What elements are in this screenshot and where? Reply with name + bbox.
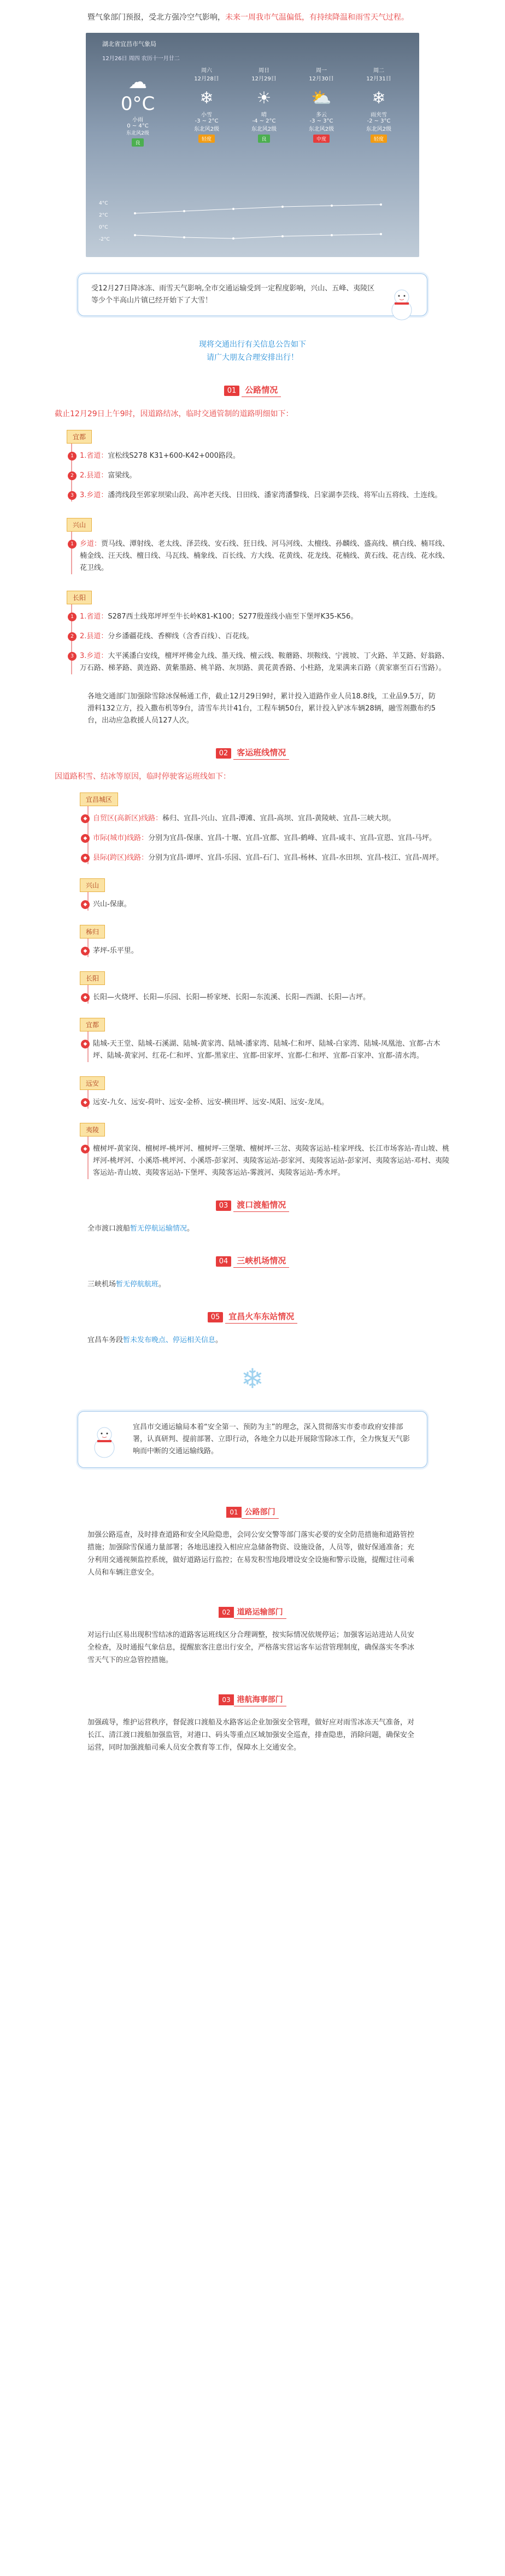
day-range: -4 ~ 2°C bbox=[252, 118, 276, 124]
route-text: 陆城-天王堂、陆城-石溪湖、陆城-黄家湾、陆城-潘家湾、陆城-仁和坪、陆城-白家湾、陆城-凤凰池、宜都-古木坪、陆城-黄家河、红花-仁和坪、宜都-黑家庄、宜都-田家坪、宜都-仁和坪、宜都-百家冲、宜都-清水湾。 bbox=[93, 1040, 441, 1060]
route-text: 檀树坪-黄家岗、檀树坪-桃坪河、檀树坪-三堡墩、檀树坪-三岔、夷陵客运站-桂家坪线、长江市场客站-青山坡、桃坪河-桃坪河、小溪塔-桃坪河、小溪塔-彭家河、夷陵客运站-彭家河、夷陵客运站-彭家河、夷陵客运站-邓村、夷陵客运站-青山坡、夷陵客运站-下堡坪、夷陵客运站-雾渡河、夷陵客运站-秀水坪。 bbox=[93, 1145, 450, 1177]
intro-text-b: 未来一周我市气温偏低，有持续降温和雨雪天气过程。 bbox=[225, 13, 409, 22]
ferry-text-b: 暂无停航运输情况 bbox=[130, 1225, 187, 1233]
notice-text: 受12月27日降冰冻、雨雪天气影响,全市交通运输受到一定程度影响，兴山、五峰、夷陵区等少个半高山片镇已经开始下了大雪！ bbox=[91, 284, 375, 305]
airport-text bbox=[0, 1279, 505, 1291]
route-region-zigui bbox=[83, 925, 450, 957]
section-title: 客运班线情况 bbox=[233, 747, 289, 760]
day-desc: 晴 bbox=[261, 112, 267, 118]
list-item bbox=[83, 813, 450, 825]
region-tag: 宜昌城区 bbox=[80, 792, 118, 806]
section-heading-bus bbox=[0, 747, 505, 760]
section-number: 03 bbox=[219, 1694, 233, 1705]
travel-tips-line1: 现将交通出行有关信息公告如下 bbox=[199, 340, 306, 349]
temperature-trend-chart bbox=[97, 197, 408, 246]
weather-forecast-image bbox=[86, 33, 419, 257]
day-wind: 东北风2级 bbox=[308, 126, 334, 132]
route-region-city bbox=[83, 792, 450, 864]
list-item bbox=[71, 611, 450, 623]
region-yidu bbox=[71, 430, 450, 502]
section-heading-airport bbox=[0, 1255, 505, 1268]
list-item bbox=[83, 992, 450, 1004]
route-text: 长阳—火烧坪、长阳—乐园、长阳—桥家埂、长阳—东流溪、长阳—西湖、长阳—古坪。 bbox=[93, 993, 371, 1001]
number-badge: 2 bbox=[68, 632, 77, 641]
day-date: 12月30日 bbox=[309, 76, 334, 82]
region-tag: 宜都 bbox=[80, 1018, 105, 1031]
day-range: -3 ~ 2°C bbox=[195, 118, 219, 124]
day-range: -2 ~ 3°C bbox=[367, 118, 391, 124]
section-title: 宜昌火车东站情况 bbox=[225, 1310, 297, 1324]
chart-label-2: 2°C bbox=[99, 213, 108, 218]
ferry-text-c: 。 bbox=[187, 1225, 195, 1233]
day-aqi: 轻度 bbox=[371, 135, 387, 143]
dept-heading-transport bbox=[0, 1606, 505, 1619]
section-title: 港航海事部门 bbox=[234, 1694, 286, 1706]
section-heading-railway bbox=[0, 1310, 505, 1324]
section-title: 渡口渡船情况 bbox=[233, 1199, 289, 1212]
route-region-xingshan bbox=[83, 878, 450, 911]
item-text: 贾马线、潭射线、老太线、泽芸线、安石线、狂日线、河马河线、太檀线、孙麟线、盛高线、横白线、楠耳线、楠金线、汪天线、檀日线、马瓦线、楠象线、百长线、方大线、花黄线、花龙线、花楠线、黄石线、花吉线、花水线、花卫线。 bbox=[80, 540, 450, 572]
section-number: 05 bbox=[208, 1312, 224, 1322]
number-badge: ◆ bbox=[81, 993, 90, 1002]
day-desc: 多云 bbox=[316, 112, 327, 118]
intro-text bbox=[0, 0, 505, 33]
section-title: 公路情况 bbox=[242, 384, 281, 397]
travel-tips-line2: 请广大朋友合理安排出行！ bbox=[207, 353, 298, 362]
day-name: 周一 bbox=[316, 68, 327, 74]
weather-day-3 bbox=[296, 66, 347, 143]
route-region-yidu bbox=[83, 1018, 450, 1062]
day-aqi: 轻度 bbox=[198, 135, 215, 143]
list-item bbox=[83, 1143, 450, 1179]
route-label: 县际(跨区)线路： bbox=[93, 854, 149, 862]
route-label: 自贸区(高新区)线路： bbox=[93, 814, 163, 823]
section-title: 公路部门 bbox=[242, 1506, 279, 1519]
region-tag: 兴山 bbox=[80, 878, 105, 892]
number-badge: ◆ bbox=[81, 854, 90, 862]
route-text: 远安-九女、远安-荷叶、远安-金桥、远安-横田坪、远安-凤阳、远安-龙凤。 bbox=[93, 1098, 329, 1106]
item-label: 3.乡道： bbox=[80, 652, 108, 660]
snow-icon: ❄ bbox=[199, 89, 214, 108]
day-date: 12月31日 bbox=[366, 76, 391, 82]
weather-today bbox=[108, 71, 168, 147]
day-desc: 小雪 bbox=[201, 112, 212, 118]
today-wind: 东北风2级 bbox=[126, 131, 149, 136]
number-badge: 1 bbox=[68, 452, 77, 461]
railway-text bbox=[0, 1334, 505, 1347]
snowman-mascot-icon bbox=[88, 1425, 121, 1459]
list-item bbox=[83, 832, 450, 844]
number-badge: ◆ bbox=[81, 1040, 90, 1048]
list-item bbox=[83, 945, 450, 957]
dept-text-transport: 对运行山区易出现积雪结冰的道路客运班线区分合理调整，按实际情况依规停运；加强客运站进站人员安全检查，及时通报气象信息，提醒旅客注意出行安全，严格落实营运客车运营管理制度，确保落实冬季冰雪天气下的应急管控措施。 bbox=[87, 1631, 415, 1664]
number-badge: ◆ bbox=[81, 1098, 90, 1107]
item-text: 分乡潘疆花线、香柳线（含香百线）、百花线。 bbox=[108, 632, 254, 640]
section-number: 02 bbox=[216, 748, 232, 759]
item-label: 1.省道： bbox=[80, 613, 108, 621]
list-item bbox=[71, 489, 450, 502]
roads-summary: 各地交通部门加强除雪除冰保畅通工作，截止12月29日9时，累计投入道路作业人员18.8线，工业品9.5万，防滑料132立方，投入撒布机等9台，清雪车共计41台，工程车辆50台，累计投入铲冰车辆28辆，融雪剂撒布约5台，出动应急救援人员127人次。 bbox=[87, 692, 436, 725]
list-item bbox=[83, 852, 450, 864]
day-name: 周日 bbox=[259, 68, 269, 74]
day-name: 周六 bbox=[201, 68, 212, 74]
item-label: 1.省道： bbox=[80, 452, 108, 460]
low-temp-line bbox=[135, 234, 381, 238]
list-item bbox=[71, 450, 450, 462]
region-tag: 远安 bbox=[80, 1076, 105, 1090]
region-tag: 长阳 bbox=[80, 971, 105, 985]
ferry-text bbox=[0, 1223, 505, 1235]
day-name: 周二 bbox=[373, 68, 384, 74]
item-text: 大平溪潘白安线，檀坪坪佛金九线、墨天线、檀云线、鞍蘑路、坝鞍线、宁渡坡、丁火路、羊艾路、好翁路、万石路、梯茅路、黄连路、黄紫墨路、桃羊路、灰坝路、黄花黄香路、小柱路，龙果满来百路（黄家寨至百石雪路）。 bbox=[80, 652, 449, 672]
weather-day-4 bbox=[354, 66, 404, 143]
region-tag: 长阳 bbox=[67, 591, 92, 604]
number-badge: ◆ bbox=[81, 834, 90, 843]
route-text: 兴山-保康。 bbox=[93, 900, 131, 908]
number-badge: 1 bbox=[68, 540, 77, 549]
chart-label-3: 0°C bbox=[99, 225, 108, 230]
list-item bbox=[83, 899, 450, 911]
item-label: 2.县道： bbox=[80, 632, 108, 640]
railway-text-a: 宜昌车务段 bbox=[87, 1336, 124, 1344]
closing-text: 宜昌市交通运输局本着“安全第一、预防为主”的理念，深入贯彻落实市委市政府安排部署，认真研判、提前部署、立即行动，各地全力以赴开展除雪除冰工作，全力恢复天气影响而中断的交通运输线路。 bbox=[133, 1423, 410, 1455]
weather-day-2 bbox=[239, 66, 289, 143]
route-label: 市际(城市)线路： bbox=[93, 834, 149, 842]
notice-box bbox=[78, 273, 427, 316]
item-label: 2.县道： bbox=[80, 471, 108, 480]
day-date: 12月28日 bbox=[194, 76, 219, 82]
item-text: S287西土线郑坪坪至牛长岭K81-K100；S277殷莲线小庙至下堡坪K35-K56。 bbox=[108, 613, 358, 621]
airport-text-b: 暂无停航航班 bbox=[116, 1280, 159, 1289]
number-badge: 3 bbox=[68, 652, 77, 661]
section-number: 04 bbox=[216, 1256, 232, 1267]
route-text: 分别为宜昌-谭坪、宜昌-乐园、宜昌-石门、宜昌-杨林、宜昌-水田坝、宜昌-枝江、宜昌-周坪。 bbox=[148, 854, 443, 862]
today-temp: 0°C bbox=[120, 93, 155, 115]
chart-label-4: -2°C bbox=[99, 237, 110, 242]
route-text: 秭归、宜昌-兴山、宜昌-潭滩、宜昌-高坝、宜昌-黄陵峡、宜昌-三峡大坝。 bbox=[162, 814, 396, 823]
region-tag: 夷陵 bbox=[80, 1123, 105, 1137]
dept-text-port: 加强疏导，维护运营秩序，督促渡口渡船及水路客运企业加强安全管理，做好应对雨雪冰冻天气准备，对长江、清江渡口渡船加强监管，对港口、码头等重点区域加强安全巡查，排查隐患，消除问题，确保安全运营，同时加强渡船司乘人员安全教育等工作，保障水上交通安全。 bbox=[87, 1718, 415, 1752]
item-text: 富梁线。 bbox=[108, 471, 137, 480]
number-badge: 2 bbox=[68, 471, 77, 480]
day-aqi: 中度 bbox=[313, 135, 330, 143]
today-aqi: 良 bbox=[132, 138, 143, 147]
day-date: 12月29日 bbox=[251, 76, 277, 82]
number-badge: 1 bbox=[68, 613, 77, 621]
section-heading-ferry bbox=[0, 1199, 505, 1212]
item-label: 3.乡道： bbox=[80, 491, 108, 499]
airport-text-a: 三峡机场 bbox=[87, 1280, 116, 1289]
region-tag: 秭归 bbox=[80, 925, 105, 939]
today-desc: 小雨 bbox=[132, 117, 143, 123]
low-temp-points bbox=[134, 233, 382, 240]
region-xingshan bbox=[71, 518, 450, 574]
section-number: 01 bbox=[226, 1507, 241, 1518]
day-wind: 东北风2级 bbox=[251, 126, 277, 132]
snowflake-icon: ❄ bbox=[241, 1363, 264, 1395]
day-desc: 雨夹雪 bbox=[371, 112, 387, 118]
region-tag: 兴山 bbox=[67, 518, 92, 532]
day-range: -3 ~ 3°C bbox=[309, 118, 333, 124]
item-text: 潘湾线段至郭家坝梁山段、高冲老天线、日田线、潘家湾潘黎线、吕家湖李芸线、将军山五将线、土连线。 bbox=[108, 491, 442, 499]
dept-heading-highway bbox=[0, 1506, 505, 1519]
closing-box bbox=[78, 1411, 427, 1468]
section-number: 01 bbox=[224, 386, 240, 396]
number-badge: ◆ bbox=[81, 900, 90, 909]
section-title: 道路运输部门 bbox=[234, 1606, 286, 1619]
dept-text-highway: 加强公路巡查，及时排查道路和安全风险隐患，会同公安交警等部门落实必要的安全防范措施和道路管控措施；加强除雪保通力量部署；各地迅速投入相应应急储备物资、设施设备，人员等，做好保通准备；充分利用交通视频监控系统，做好道路运行监控；在易发积雪地段增设安全设施和警示设施，提醒过往司乘人员和车辆注意安全。 bbox=[87, 1531, 415, 1577]
cloud-rain-icon: ☁ bbox=[128, 71, 147, 93]
section-number: 03 bbox=[216, 1200, 232, 1211]
item-label: 乡道： bbox=[80, 540, 102, 548]
section-title: 三峡机场情况 bbox=[233, 1255, 289, 1268]
airport-text-c: 。 bbox=[158, 1280, 166, 1289]
item-text: 宜松线S278 K31+600-K42+000路段。 bbox=[108, 452, 240, 460]
high-temp-line bbox=[135, 205, 381, 213]
weather-date: 12月26日 周四 农历十一月廿二 bbox=[102, 56, 180, 62]
day-aqi: 良 bbox=[258, 135, 269, 143]
ferry-text-a: 全市渡口渡船 bbox=[87, 1225, 131, 1233]
weather-title: 湖北省宜昌市气象局 bbox=[102, 40, 156, 48]
today-range: 0 ~ 4°C bbox=[127, 123, 149, 129]
region-changyang bbox=[71, 591, 450, 674]
section-heading-roads bbox=[0, 384, 505, 397]
railway-text-c: 。 bbox=[215, 1336, 223, 1344]
route-region-yiling bbox=[83, 1123, 450, 1179]
bus-subtitle: 因道路积雪、结冰等原因，临时停驶客运班线如下： bbox=[55, 772, 231, 781]
dept-heading-port bbox=[0, 1694, 505, 1706]
number-badge: 3 bbox=[68, 491, 77, 500]
route-text: 分别为宜昌-保康、宜昌-十堰、宜昌-宜都、宜昌-鹤峰、宜昌-咸丰、宜昌-宣恩、宜昌-马坪。 bbox=[148, 834, 436, 842]
list-item bbox=[71, 470, 450, 482]
list-item bbox=[71, 538, 450, 574]
sun-icon: ☀ bbox=[256, 89, 272, 108]
number-badge: ◆ bbox=[81, 947, 90, 955]
weather-day-1 bbox=[181, 66, 232, 143]
number-badge: ◆ bbox=[81, 1145, 90, 1153]
roads-subtitle: 截止12月29日上午9时，因道路结冰，临时交通管制的道路明细如下： bbox=[55, 410, 293, 418]
list-item bbox=[71, 631, 450, 643]
chart-label-1: 4°C bbox=[99, 201, 108, 206]
list-item bbox=[71, 650, 450, 674]
route-region-yuanan bbox=[83, 1076, 450, 1109]
day-wind: 东北风2级 bbox=[193, 126, 220, 132]
list-item bbox=[83, 1097, 450, 1109]
region-tag: 宜都 bbox=[67, 430, 92, 444]
day-wind: 东北风2级 bbox=[366, 126, 392, 132]
intro-text-a: 暨气象部门预报，受北方强冷空气影响， bbox=[87, 13, 225, 22]
number-badge: ◆ bbox=[81, 814, 90, 823]
partly-cloudy-icon: ⛅ bbox=[311, 89, 332, 108]
sleet-icon: ❄ bbox=[372, 89, 386, 108]
section-number: 02 bbox=[219, 1607, 233, 1618]
list-item bbox=[83, 1038, 450, 1062]
snowman-mascot-icon bbox=[385, 287, 418, 321]
route-region-changyang bbox=[83, 971, 450, 1004]
travel-tips bbox=[0, 338, 505, 364]
railway-text-b: 暂未发布晚点、停运相关信息 bbox=[123, 1336, 216, 1344]
route-text: 茅坪-乐平里。 bbox=[93, 947, 138, 955]
